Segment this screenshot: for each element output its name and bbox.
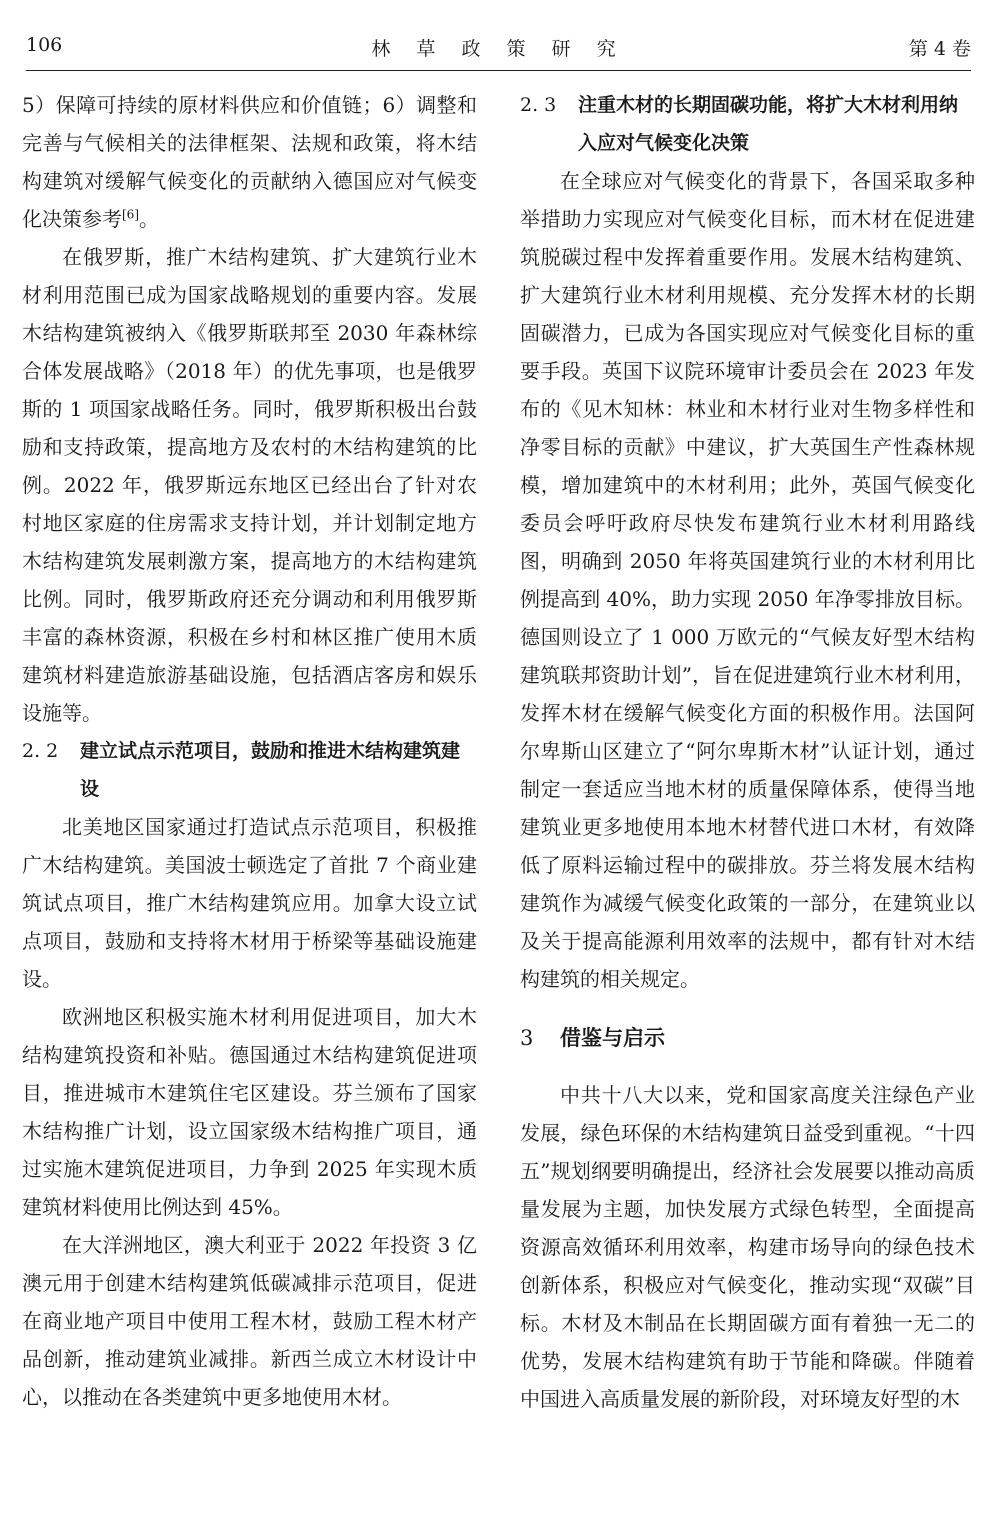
paragraph: 在全球应对气候变化的背景下，各国采取多种举措助力实现应对气候变化目标，而木材在促进建筑脱碳过程中发挥着重要作用。发展木结构建筑、扩大建筑行业木材利用规模、充分发挥木材的长期固碳潜力，已成为各国实现应对气候变化目标的重要手段。英国下议院环境审计委员会在 2023 年发布的《见木知林：林业和木材行业对生物多样性和净零目标的贡献》中建议，扩大英国生产性森林规模，增加建筑中的木材利用；此外，英国气候变化委员会呼吁政府尽快发布建筑行业木材利用路线图，明确到 2050 年将英国建筑行业的木材利用比例提高到 40%，助力实现 2050 年净零排放目标。德国则设立了 1 000 万欧元的“气候友好型木结构建筑联邦资助计划”，旨在促进建筑行业木材利用，发挥木材在缓解气候变化方面的积极作用。法国阿尔卑斯山区建立了“阿尔卑斯木材”认证计划，通过制定一套适应当地木材的质量保障体系，使得当地建筑业更多地使用本地木材替代进口木材，有效降低了原料运输过程中的碳排放。芬兰将发展木结构建筑作为减缓气候变化政策的一部分，在建筑业以及关于提高能源利用效率的法规中，都有针对木结构建筑的相关规定。 [520,169,975,991]
paragraph [22,86,477,238]
paragraph: 欧洲地区积极实施木材利用促进项目，加大木结构建筑投资和补贴。德国通过木结构建筑促进项目，推进城市木建筑住宅区建设。芬兰颁布了国家木结构推广计划，设立国家级木结构推广项目，通过实施木建筑促进项目，力争到 2025 年实现木质建筑材料使用比例达到 45%。 [22,1005,477,1219]
section-title: 借鉴与启示 [560,1026,665,1050]
section-title: 建立试点示范项目，鼓励和推进木结构建筑建设 [80,740,461,800]
paragraph: 中共十八大以来，党和国家高度关注绿色产业发展，绿色环保的木结构建筑日益受到重视。“十四五”规划纲要明确提出，经济社会发展要以推动高质量发展为主题，加快发展方式绿色转型，全面提高资源高效循环利用效率，构建市场导向的绿色技术创新体系，积极应对气候变化，推动实现“双碳”目标。木材及木制品在长期固碳方面有着独一无二的优势，发展木结构建筑有助于节能和降碳。伴随着中国进入高质量发展的新阶段，对环境友好型的木 [520,1083,975,1411]
header-rule [26,70,971,71]
journal-title: 林 草 政 策 研 究 [371,38,626,60]
page-number: 106 [26,34,63,56]
section-heading-2-2 [22,732,477,808]
paragraph: 在俄罗斯，推广木结构建筑、扩大建筑行业木材利用范围已成为国家战略规划的重要内容。发展木结构建筑被纳入《俄罗斯联邦至 2030 年森林综合体发展战略》（2018 年）的优先事项，也是俄罗斯的 1 项国家战略任务。同时，俄罗斯积极出台鼓励和支持政策，提高地方及农村的木结构建筑的比例。2022 年，俄罗斯远东地区已经出台了针对农村地区家庭的住房需求支持计划，并计划制定地方木结构建筑发展刺激方案，提高地方的木结构建筑比例。同时，俄罗斯政府还充分调动和利用俄罗斯丰富的森林资源，积极在乡村和林区推广使用木质建筑材料建造旅游基础设施，包括酒店客房和娱乐设施等。 [22,245,477,725]
section-number: 2. 2 [22,740,59,762]
section-number: 3 [520,1026,534,1050]
citation-ref: [6] [122,207,139,222]
section-number: 2. 3 [520,94,557,116]
paragraph: 在大洋洲地区，澳大利亚于 2022 年投资 3 亿澳元用于创建木结构建筑低碳减排示范项目，促进在商业地产项目中使用工程木材，鼓励工程木材产品创新，推动建筑业减排。新西兰成立木材设计中心，以推动在各类建筑中更多地使用木材。 [22,1233,477,1409]
paragraph-text: 。 [139,207,159,231]
paragraph-text: 5）保障可持续的原材料供应和价值链；6）调整和完善与气候相关的法律框架、法规和政策，将木结构建筑对缓解气候变化的贡献纳入德国应对气候变化决策参考 [22,93,477,231]
volume-label: 第 4 卷 [908,38,971,60]
section-heading-2-3 [520,86,975,162]
right-column [520,86,975,1418]
running-header [26,28,971,68]
paragraph: 北美地区国家通过打造试点示范项目，积极推广木结构建筑。美国波士顿选定了首批 7 个商业建筑试点项目，推广木结构建筑应用。加拿大设立试点项目，鼓励和支持将木材用于桥梁等基础设施建设。 [22,815,477,991]
left-column [22,86,477,1416]
section-title: 注重木材的长期固碳功能，将扩大木材利用纳入应对气候变化决策 [578,94,959,154]
section-heading-3 [520,1018,975,1058]
